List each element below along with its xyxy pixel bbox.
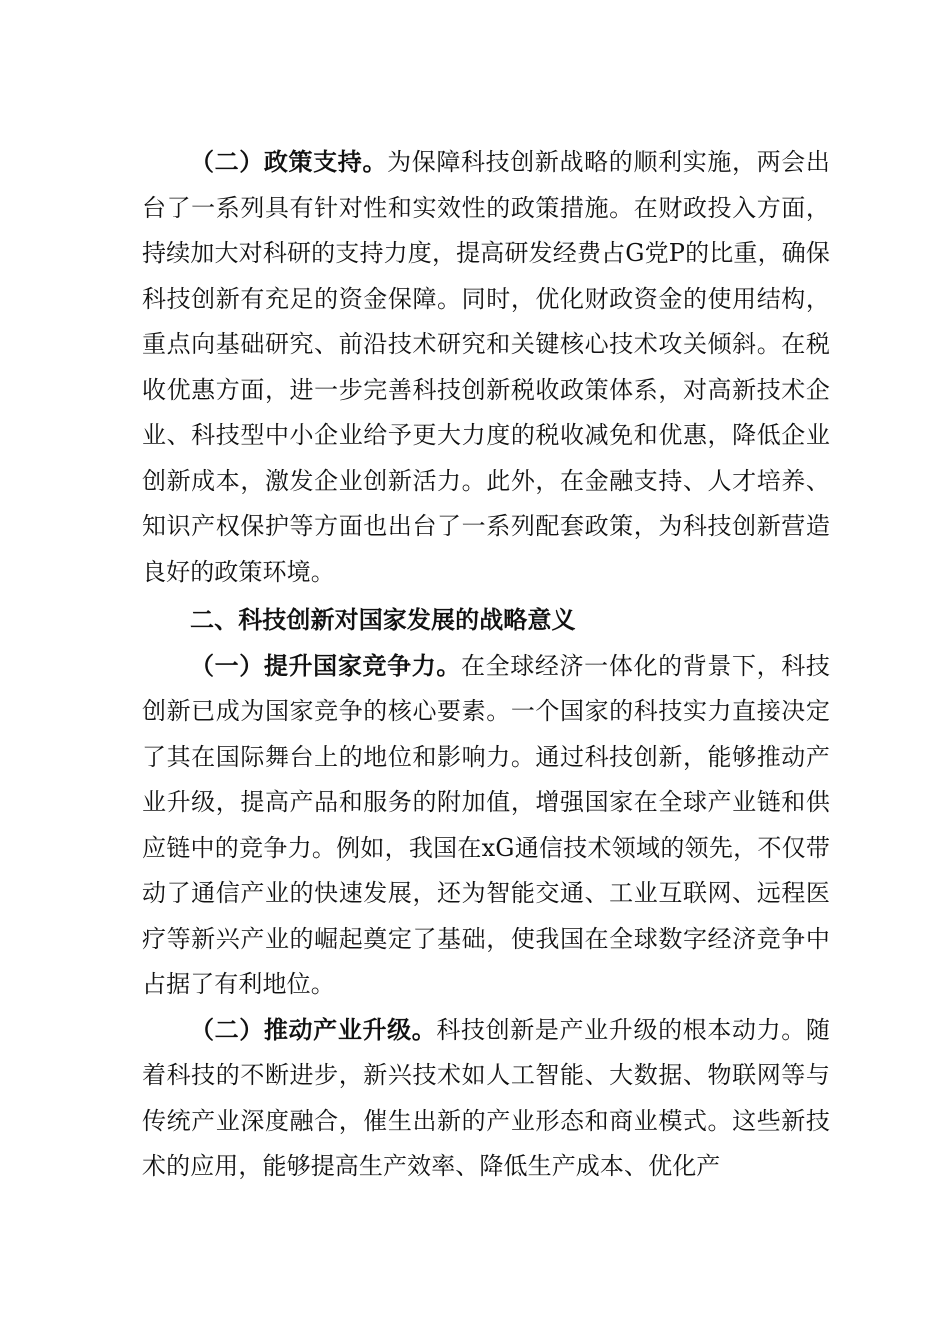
paragraph-lead: （二）推动产业升级。: [190, 1015, 437, 1044]
document-page: [142, 140, 830, 1190]
paragraph-lead: （二）政策支持。: [190, 148, 388, 176]
paragraph-national-competitiveness: [142, 644, 830, 1008]
paragraph-policy-support: [142, 140, 830, 595]
paragraph-lead: （一）提升国家竞争力。: [190, 651, 461, 680]
paragraph-body: 科技创新是产业升级的根本动力。随着科技的不断进步，新兴技术如人工智能、大数据、物联网等与传统产业深度融合，催生出新的产业形态和商业模式。这些新技术的应用，能够提高生产效率、降低生产成本、优化产: [142, 1015, 830, 1180]
paragraph-body: 在全球经济一体化的背景下，科技创新已成为国家竞争的核心要素。一个国家的科技实力直接决定了其在国际舞台上的地位和影响力。通过科技创新，能够推动产业升级，提高产品和服务的附加值，增强国家在全球产业链和供应链中的竞争力。例如，我国在xG通信技术领域的领先，不仅带动了通信产业的快速发展，还为智能交通、工业互联网、远程医疗等新兴产业的崛起奠定了基础，使我国在全球数字经济竞争中占据了有利地位。: [142, 651, 830, 998]
section-heading: 二、科技创新对国家发展的战略意义: [190, 606, 576, 634]
paragraph-industry-upgrade: [142, 1008, 830, 1190]
paragraph-body: 为保障科技创新战略的顺利实施，两会出台了一系列具有针对性和实效性的政策措施。在财政投入方面，持续加大对科研的支持力度，提高研发经费占G党P的比重，确保科技创新有充足的资金保障。同时，优化财政资金的使用结构，重点向基础研究、前沿技术研究和关键核心技术攻关倾斜。在税收优惠方面，进一步完善科技创新税收政策体系，对高新技术企业、科技型中小企业给予更大力度的税收减免和优惠，降低企业创新成本，激发企业创新活力。此外，在金融支持、人才培养、知识产权保护等方面也出台了一系列配套政策，为科技创新营造良好的政策环境。: [142, 148, 830, 586]
